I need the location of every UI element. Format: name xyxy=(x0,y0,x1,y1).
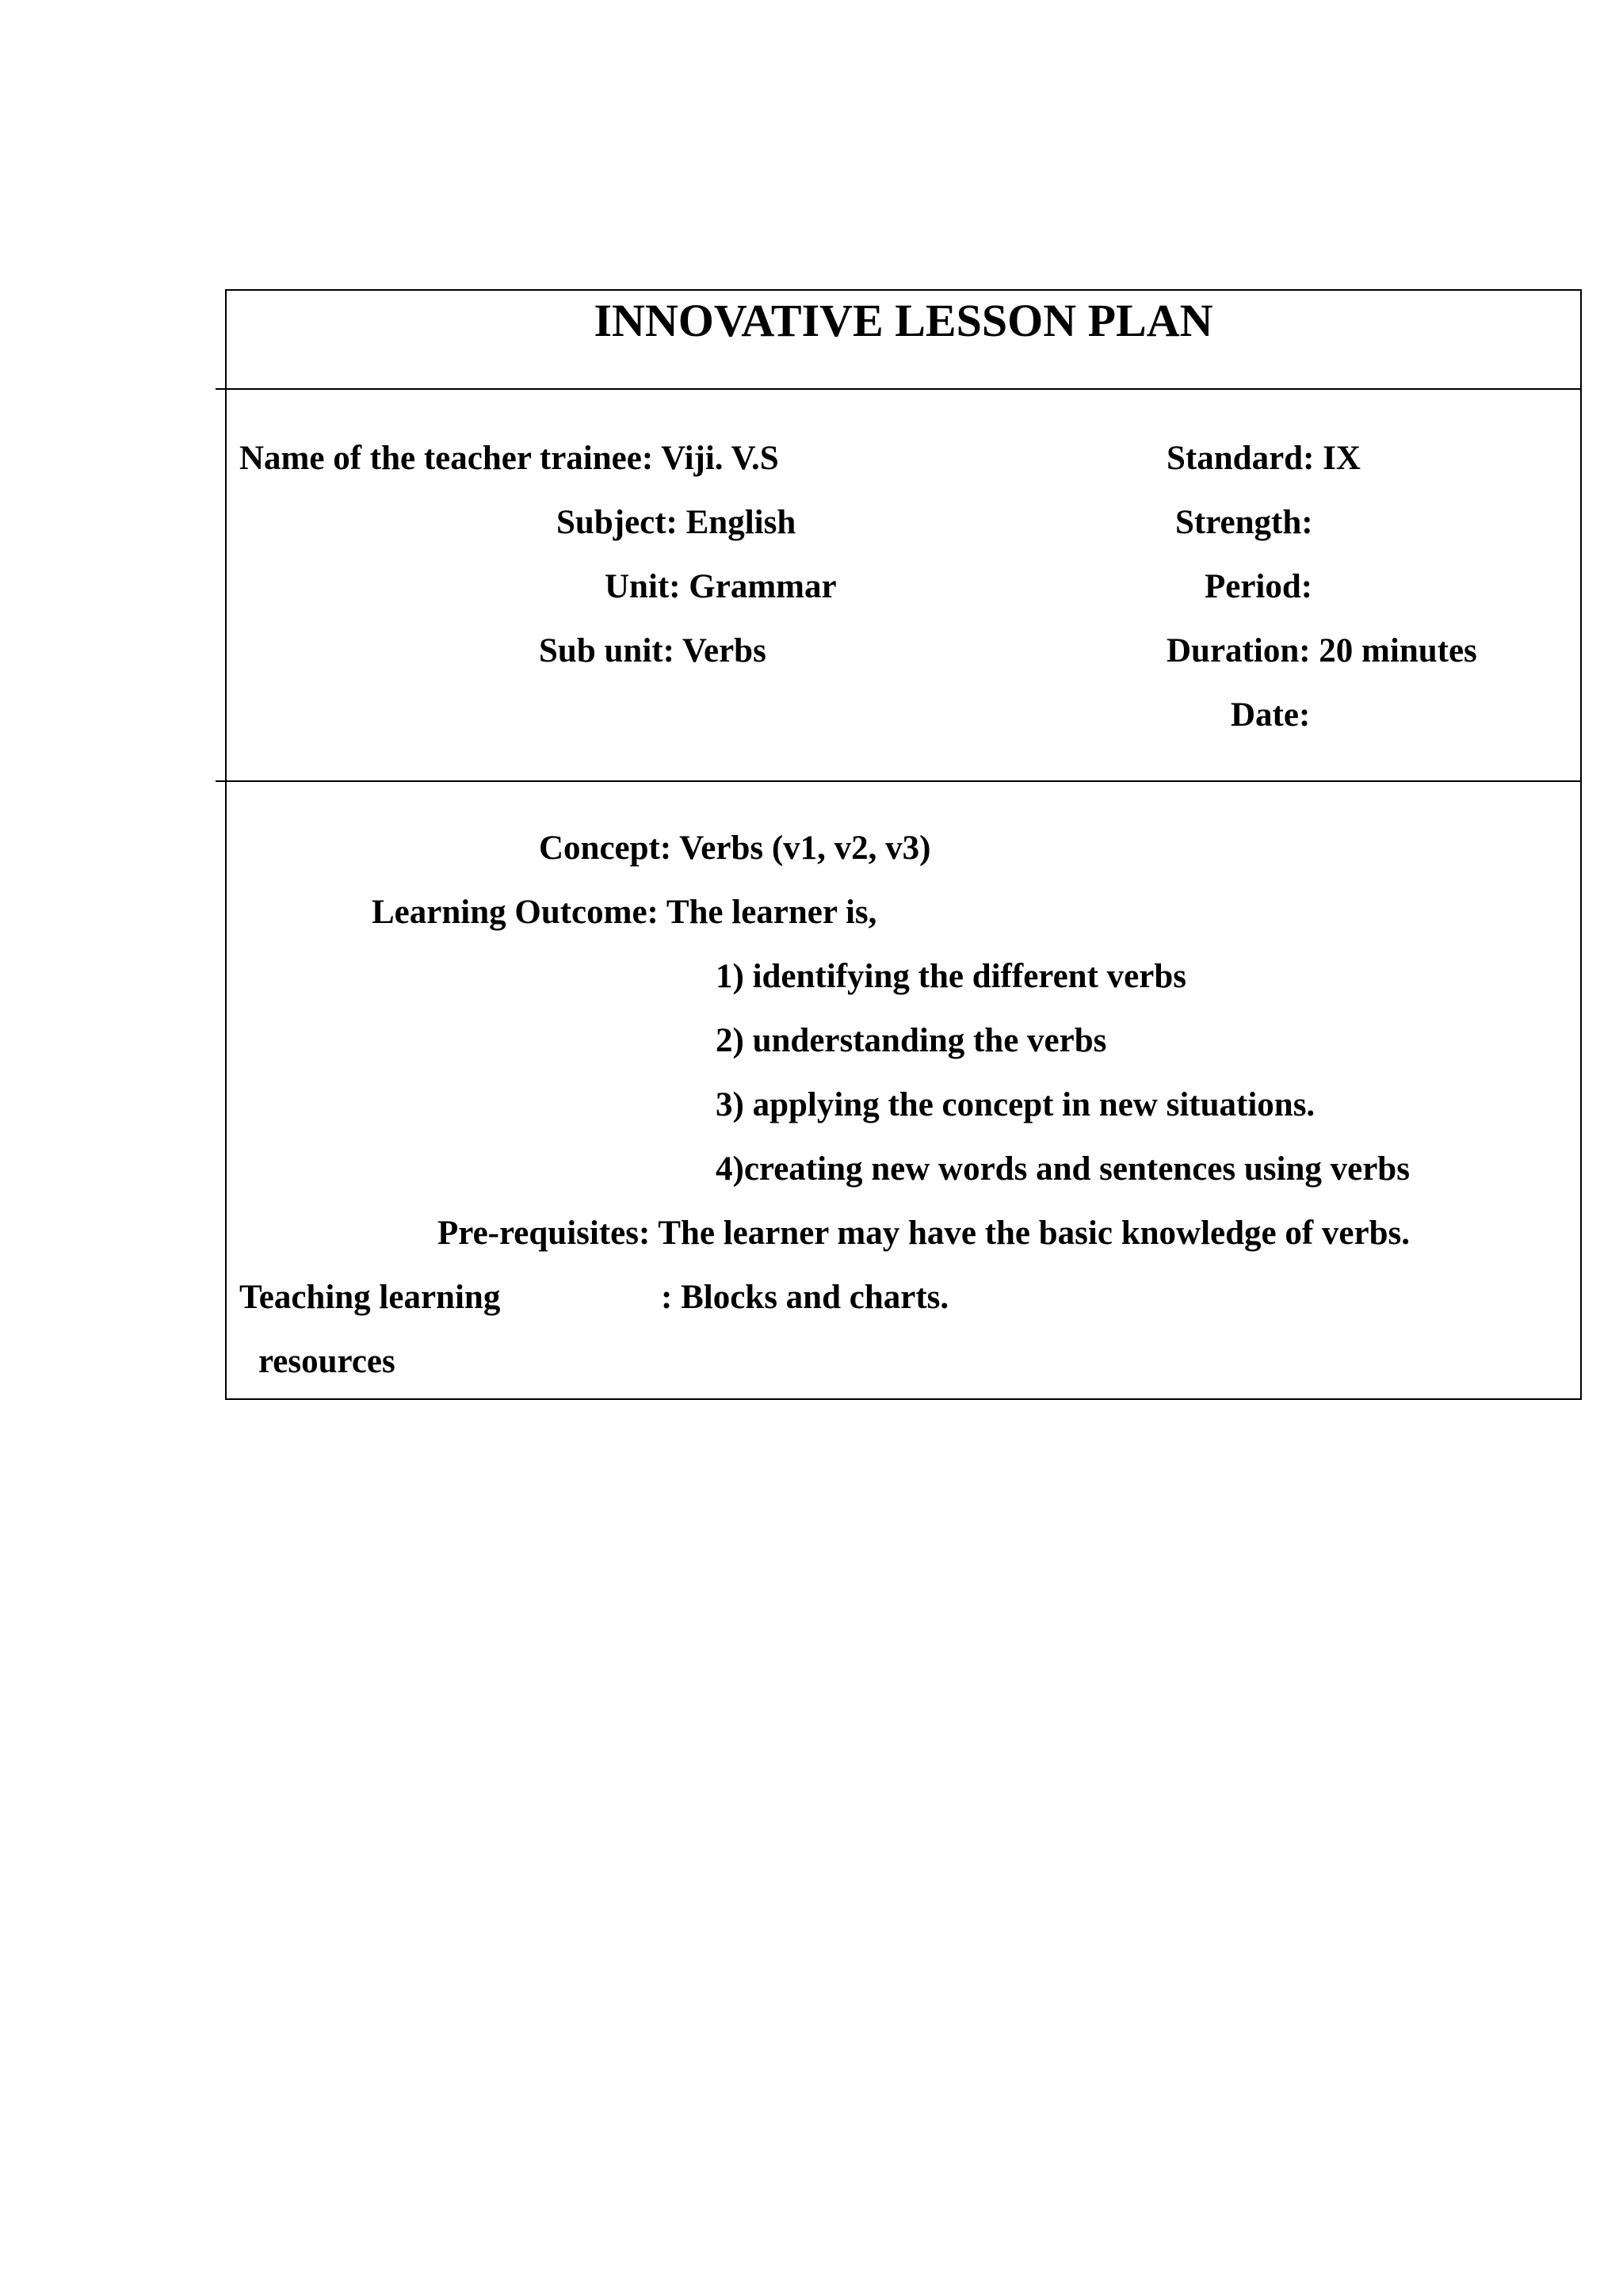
outcome-item: 1) identifying the different verbs xyxy=(716,958,1186,995)
period: Period: xyxy=(1205,568,1313,605)
unit: Unit: Grammar xyxy=(605,568,837,605)
resources-label-cont: resources xyxy=(258,1343,395,1380)
info-divider xyxy=(216,780,1582,782)
header-divider xyxy=(216,388,1582,390)
outcome-item: 4)creating new words and sentences using verbs xyxy=(716,1150,1410,1188)
date: Date: xyxy=(1231,696,1311,734)
subject: Subject: English xyxy=(556,504,796,541)
prerequisites: Pre-requisites: The learner may have the basic knowledge of verbs. xyxy=(437,1215,1410,1252)
outcome-item: 3) applying the concept in new situations. xyxy=(716,1086,1316,1123)
resources-label: Teaching learning xyxy=(239,1279,501,1316)
strength: Strength: xyxy=(1175,504,1313,541)
duration: Duration: 20 minutes xyxy=(1167,632,1477,669)
outcome-item: 2) understanding the verbs xyxy=(716,1022,1107,1059)
document-title: INNOVATIVE LESSON PLAN xyxy=(594,295,1213,346)
teacher-name: Name of the teacher trainee: Viji. V.S xyxy=(239,440,779,477)
learning-outcome: Learning Outcome: The learner is, xyxy=(372,894,877,931)
standard: Standard: IX xyxy=(1167,440,1361,477)
sub-unit: Sub unit: Verbs xyxy=(539,632,766,669)
resources-value: : Blocks and charts. xyxy=(661,1279,949,1316)
concept: Concept: Verbs (v1, v2, v3) xyxy=(539,830,931,867)
